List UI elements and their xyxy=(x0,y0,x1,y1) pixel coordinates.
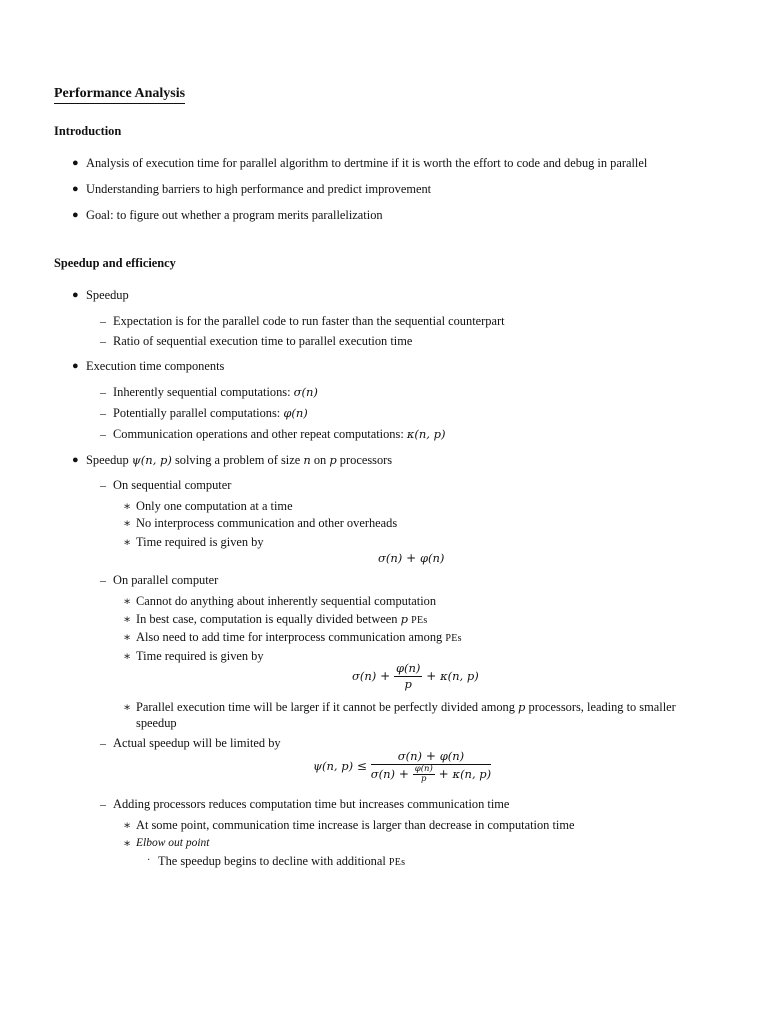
bullet-icon: ● xyxy=(72,157,79,169)
section-heading-introduction: Introduction xyxy=(54,124,122,138)
fraction: σ(n) + φ(n) σ(n) + $\frac{\varphi(n)}{p}$ + κ(n, p) xyxy=(370,749,492,784)
list-item: At some point, communication time increase is larger than decrease in computation time xyxy=(136,818,575,832)
list-item: The speedup begins to decline with additional PEs xyxy=(158,854,406,868)
fraction: $\frac{\varphi(n)}{p}$ xyxy=(395,661,421,691)
bullet-icon: ● xyxy=(72,183,79,195)
dash-icon: – xyxy=(100,797,106,811)
list-item: Also need to add time for interprocess communication among PEs xyxy=(136,630,462,644)
list-item: Elbow out point xyxy=(136,837,210,849)
bullet-icon: ● xyxy=(72,289,79,301)
dash-icon: – xyxy=(100,478,106,492)
list-item: No interprocess communication and other overheads xyxy=(136,516,398,530)
dash-icon: – xyxy=(100,314,106,328)
list-item: Time required is given by xyxy=(136,535,264,549)
list-item: Analysis of execution time for parallel algorithm to dertmine if it is worth the effort to code and debug in parallel xyxy=(86,156,648,170)
asterisk-icon: ∗ xyxy=(123,630,132,644)
equation-speedup-bound: ψ(n, p) ≤ σ(n) + φ(n) σ(n) + $\frac{\varphi(n)}{p}$ + κ(n, p) xyxy=(313,749,492,784)
list-item: Cannot do anything about inherently sequential computation xyxy=(136,594,437,608)
dash-icon: – xyxy=(100,406,106,420)
asterisk-icon: ∗ xyxy=(123,700,132,714)
asterisk-icon: ∗ xyxy=(123,818,132,832)
asterisk-icon: ∗ xyxy=(123,594,132,608)
bullet-icon: ● xyxy=(72,360,79,372)
list-item: Only one computation at a time xyxy=(136,499,293,513)
asterisk-icon: ∗ xyxy=(123,516,132,530)
list-item: Actual speedup will be limited by xyxy=(113,736,281,750)
list-item: In best case, computation is equally divided between p PEs xyxy=(136,612,428,626)
list-item: Ratio of sequential execution time to parallel execution time xyxy=(113,334,413,348)
dash-icon: – xyxy=(100,427,106,441)
list-item: Time required is given by xyxy=(136,649,264,663)
bullet-icon: ● xyxy=(72,209,79,221)
asterisk-icon: ∗ xyxy=(123,499,132,513)
bullet-icon: ● xyxy=(72,454,79,466)
list-item: Goal: to figure out whether a program merits parallelization xyxy=(86,208,383,222)
dash-icon: – xyxy=(100,385,106,399)
equation-parallel-time: σ(n) + $\frac{\varphi(n)}{p}$ + κ(n, p) xyxy=(352,661,479,691)
list-item: Expectation is for the parallel code to run faster than the sequential counterpart xyxy=(113,314,505,328)
fraction: $\frac{\varphi(n)}{p}$ xyxy=(414,764,433,784)
list-item: Potentially parallel computations: φ(n) xyxy=(113,406,308,420)
page-title: Performance Analysis xyxy=(54,86,185,104)
list-item: Parallel execution time will be larger if it cannot be perfectly divided among p processors, leading to smaller xyxy=(136,700,676,714)
list-item: Inherently sequential computations: σ(n) xyxy=(113,385,318,399)
asterisk-icon: ∗ xyxy=(123,612,132,626)
asterisk-icon: ∗ xyxy=(123,649,132,663)
section-heading-speedup: Speedup and efficiency xyxy=(54,256,176,270)
list-item-continuation: speedup xyxy=(136,716,177,730)
asterisk-icon: ∗ xyxy=(123,836,132,850)
list-item: Speedup xyxy=(86,288,129,302)
list-item: Understanding barriers to high performance and predict improvement xyxy=(86,182,432,196)
dot-icon: · xyxy=(147,855,151,866)
dash-icon: – xyxy=(100,334,106,348)
equation-sequential-time: σ(n) + φ(n) xyxy=(378,551,445,565)
asterisk-icon: ∗ xyxy=(123,535,132,549)
list-item: Adding processors reduces computation time but increases communication time xyxy=(113,797,510,811)
list-item: On sequential computer xyxy=(113,478,232,492)
dash-icon: – xyxy=(100,736,106,750)
list-item: Execution time components xyxy=(86,359,225,373)
list-item: Communication operations and other repeat computations: κ(n, p) xyxy=(113,427,446,441)
list-item: Speedup ψ(n, p) solving a problem of size n on p processors xyxy=(86,453,393,467)
dash-icon: – xyxy=(100,573,106,587)
list-item: On parallel computer xyxy=(113,573,219,587)
